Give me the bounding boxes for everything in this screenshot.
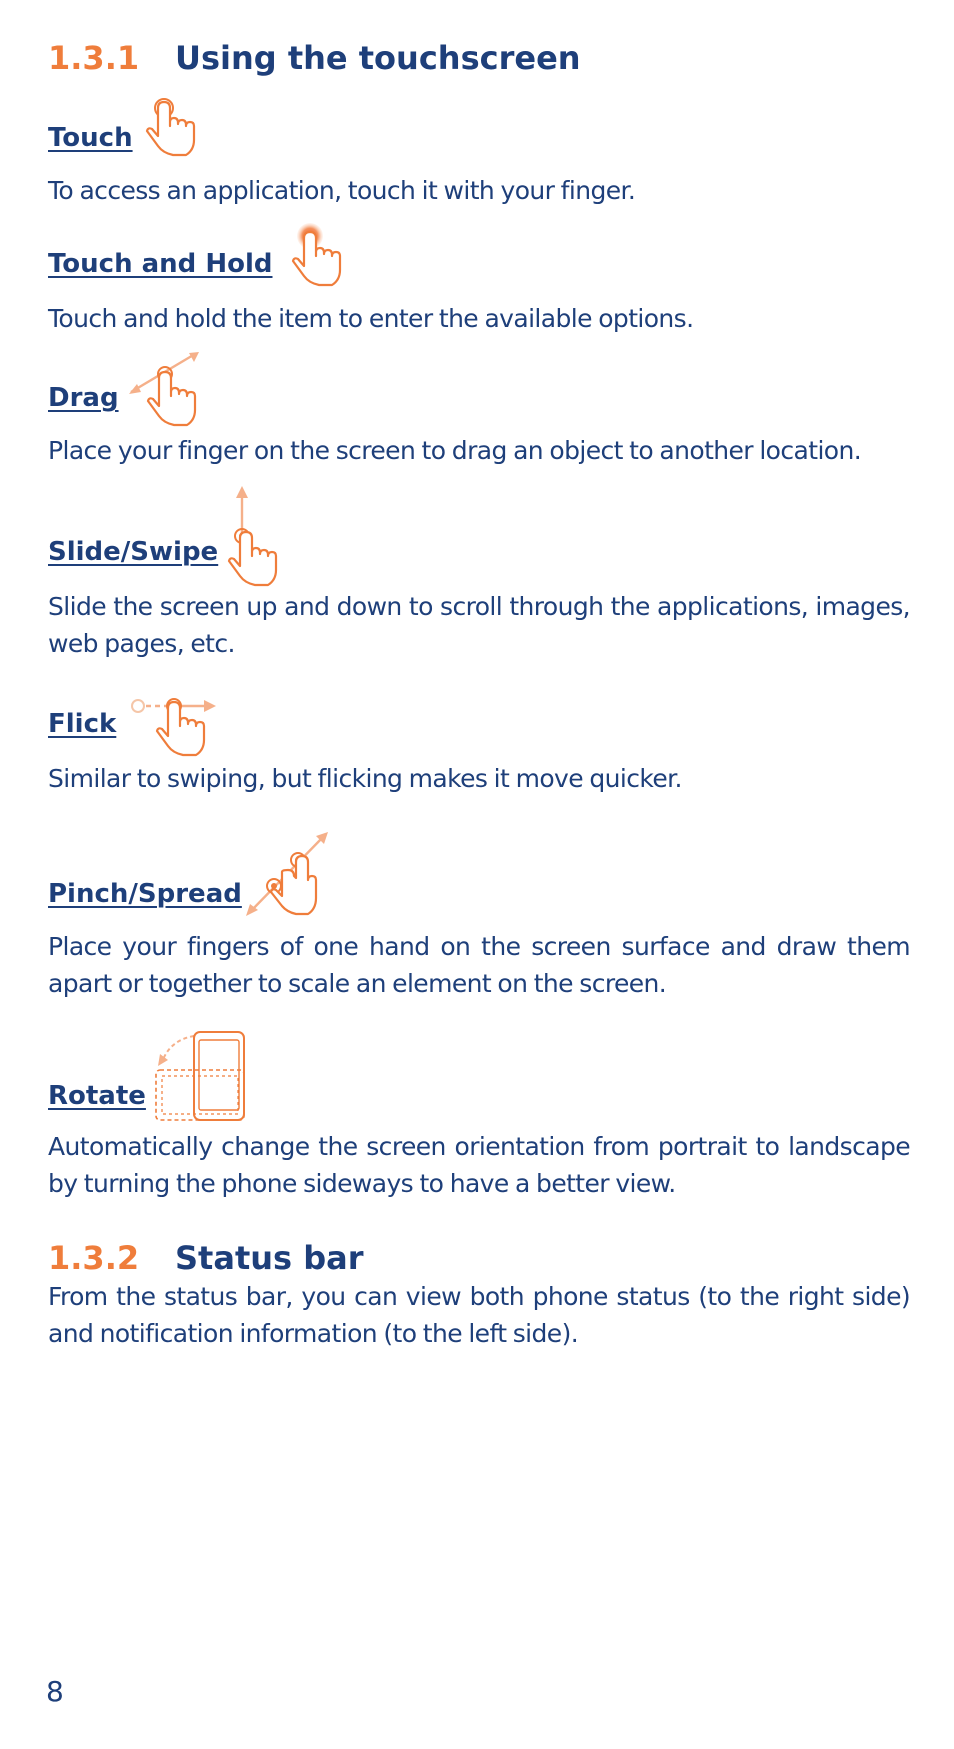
gesture-desc-slide-swipe: Slide the screen up and down to scroll through the applications, images, web pages, etc. [48, 592, 910, 658]
status-bar-description: From the status bar, you can view both phone status (to the right side) and notification information (to the left side). [48, 1282, 910, 1348]
rotate-phone-icon [152, 1028, 248, 1124]
gesture-desc-flick: Similar to swiping, but flicking makes it move quicker. [48, 764, 682, 793]
gesture-title-touch: Touch [48, 123, 133, 153]
section-title: Status bar [175, 1239, 364, 1277]
swipe-hand-icon [220, 484, 290, 588]
gesture-title-drag: Drag [48, 383, 119, 413]
touch-hand-icon [142, 94, 202, 164]
gesture-desc-drag: Place your finger on the screen to drag an object to another location. [48, 436, 862, 465]
drag-hand-icon [125, 348, 205, 430]
gesture-desc-rotate: Automatically change the screen orientation from portrait to landscape by turning the phone sideways to have a better view. [48, 1132, 910, 1198]
gesture-desc-touch: To access an application, touch it with your finger. [48, 176, 636, 205]
gesture-title-touch-and-hold: Touch and Hold [48, 249, 273, 279]
touch-and-hold-hand-icon [288, 222, 348, 294]
gesture-title-rotate: Rotate [48, 1081, 146, 1111]
flick-hand-icon [122, 690, 222, 764]
gesture-desc-pinch-spread: Place your fingers of one hand on the screen surface and draw them apart or together to scale an element on the screen. [48, 932, 910, 998]
pinch-spread-hand-icon [244, 826, 334, 922]
section-number: 1.3.1 [48, 39, 140, 77]
gesture-desc-touch-and-hold: Touch and hold the item to enter the available options. [48, 304, 694, 333]
section-number: 1.3.2 [48, 1239, 140, 1277]
gesture-title-flick: Flick [48, 709, 117, 739]
gesture-title-slide-swipe: Slide/Swipe [48, 537, 219, 567]
section-title: Using the touchscreen [175, 39, 581, 77]
gesture-title-pinch-spread: Pinch/Spread [48, 879, 242, 909]
page-number: 8 [46, 1675, 64, 1708]
